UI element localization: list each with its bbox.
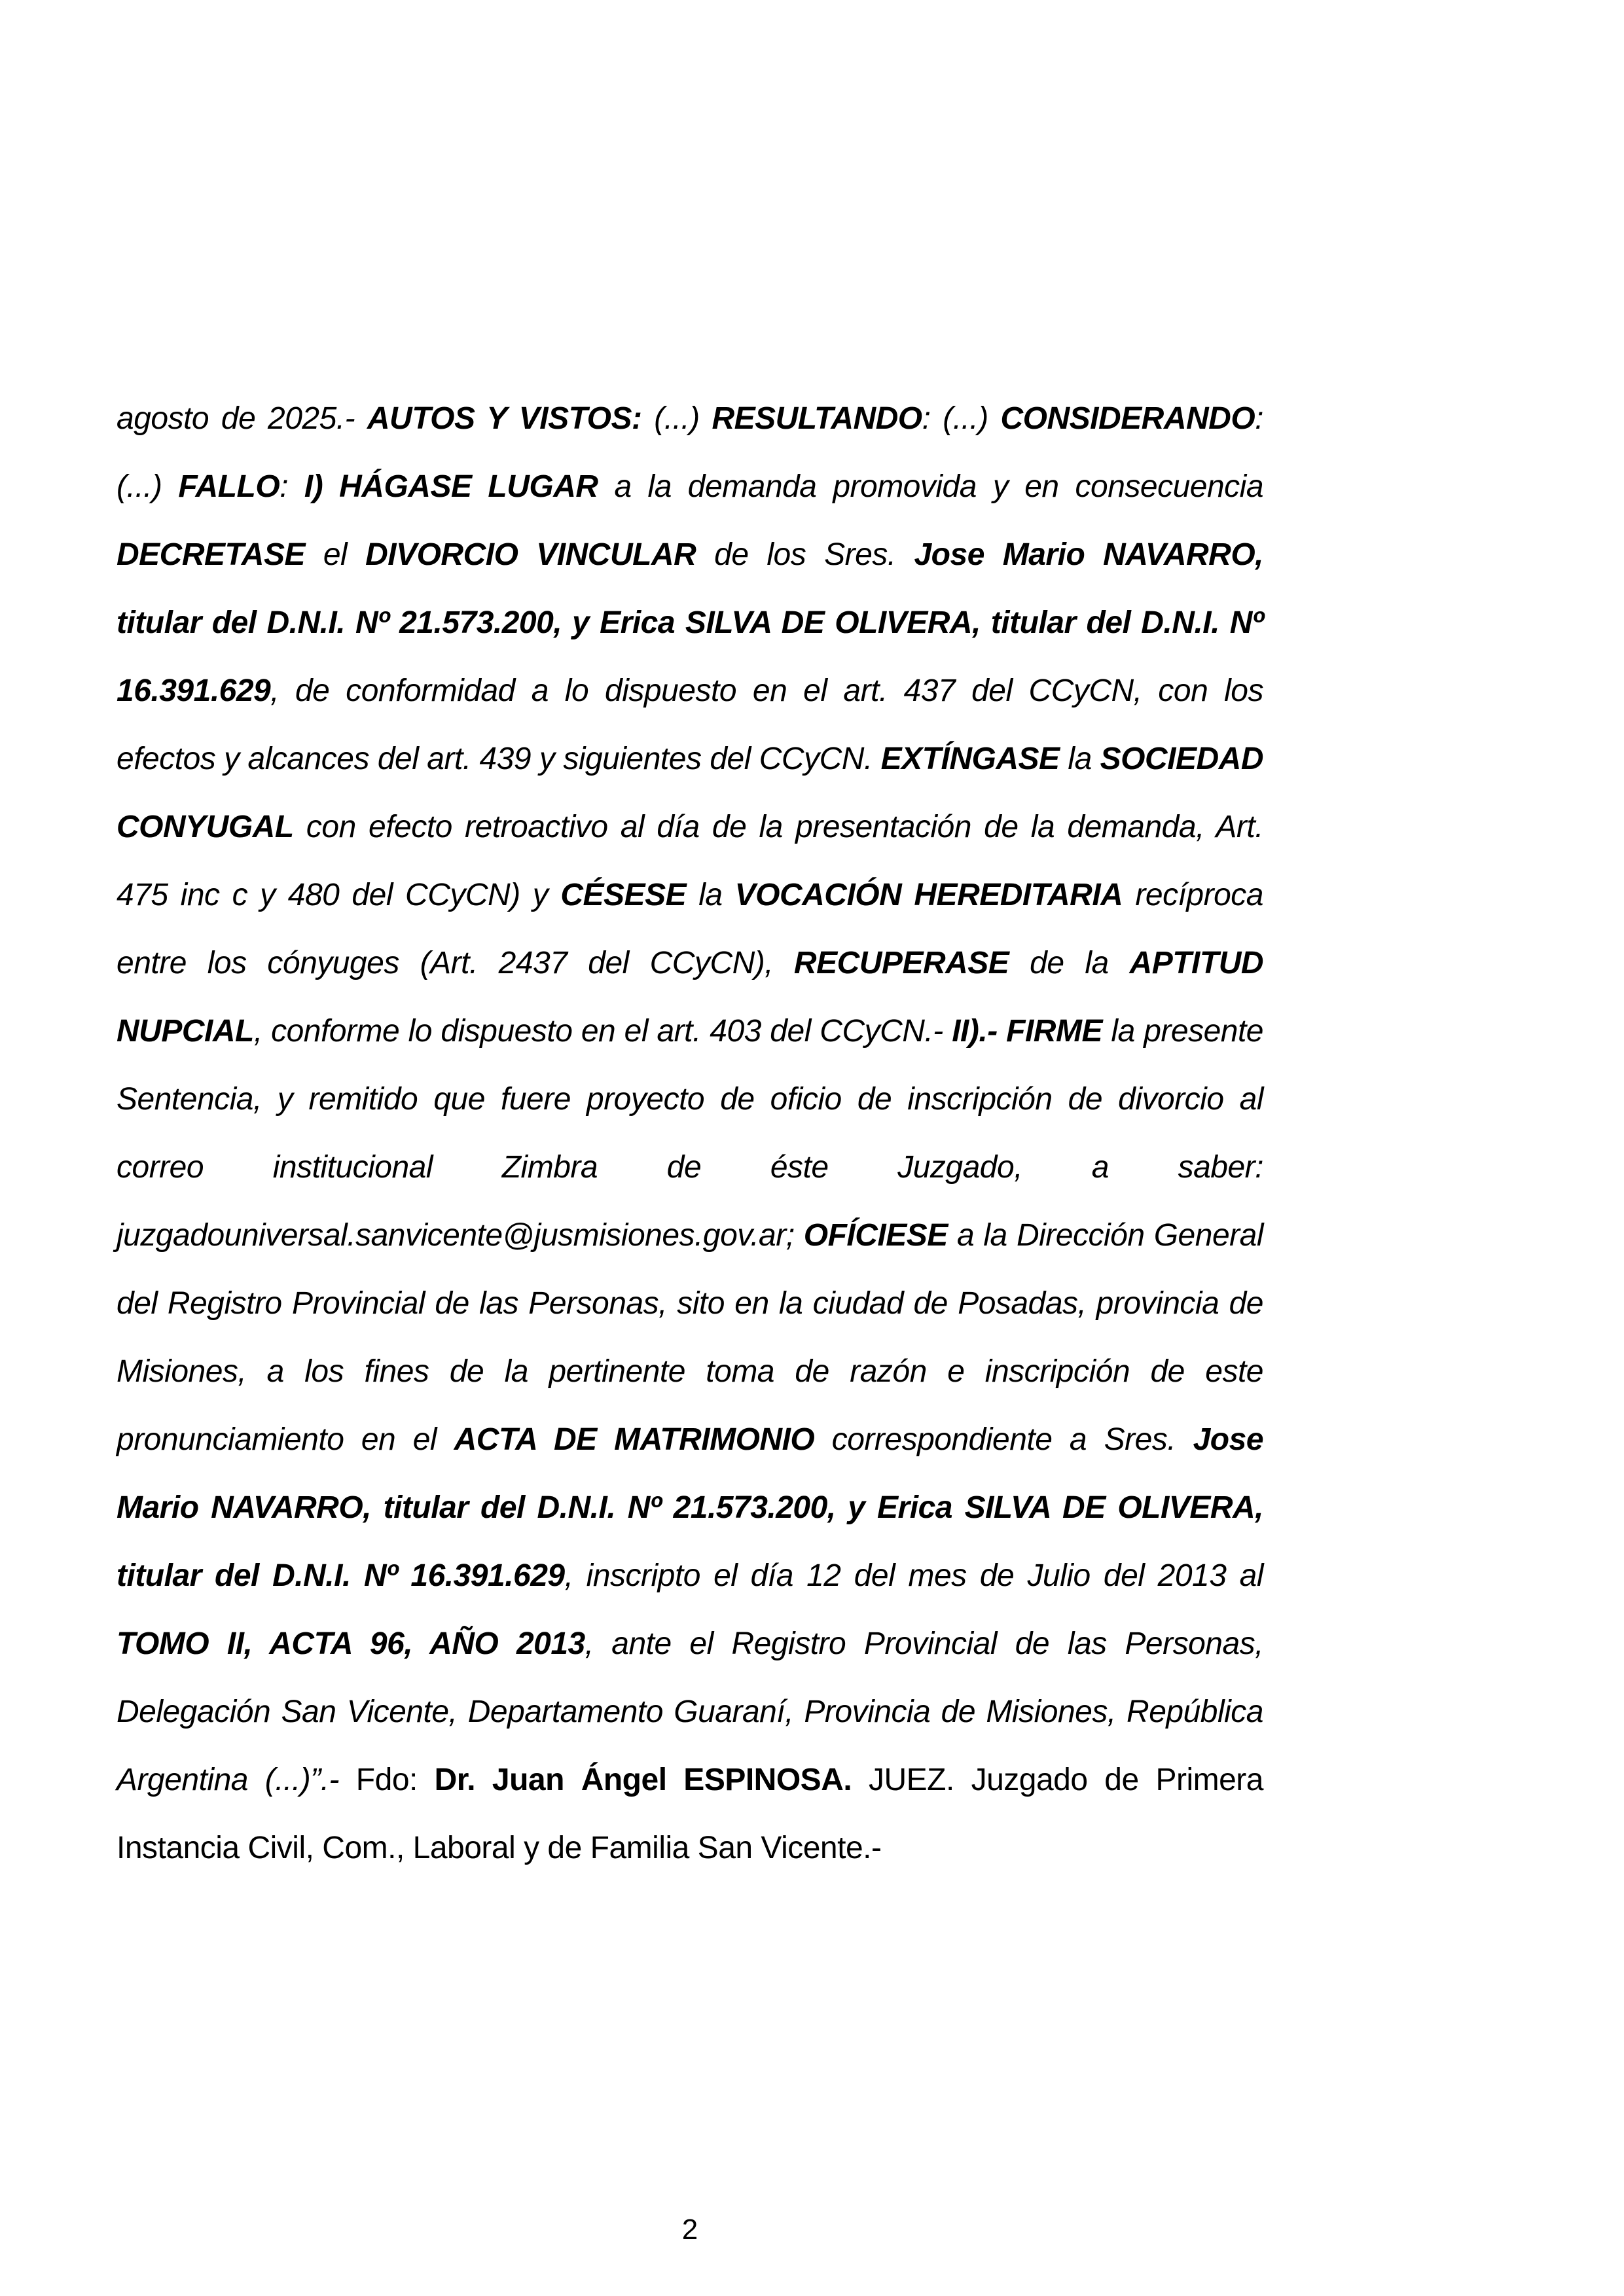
text-segment: :	[280, 469, 304, 504]
text-segment: , de conformidad a lo dispuesto en el art. 437 del CCyCN, con los efectos y alcances del art. 439 y siguientes del CCyCN.	[117, 673, 1263, 776]
text-segment: , conforme lo dispuesto en el art. 403 del CCyCN.-	[253, 1014, 952, 1049]
text-segment: SOCIEDAD CONYUGAL	[117, 742, 1263, 844]
text-segment: Dr. Juan Ángel ESPINOSA.	[434, 1763, 852, 1797]
text-segment: , inscripto el día 12 del mes de Julio del 2013 al	[564, 1558, 1263, 1593]
text-segment: recíproca entre los cónyuges (Art. 2437 del CCyCN),	[117, 878, 1263, 980]
text-segment: I) HÁGASE LUGAR	[304, 469, 598, 504]
text-segment: APTITUD NUPCIAL	[117, 946, 1264, 1049]
text-segment: la presente Sentencia, y remitido que fuere proyecto de oficio de inscripción de divorcio al correo institucional Zimbra de éste Juzgado, a saber: juzgadouniversal.sanvicente@jusmisiones.gov.ar;	[117, 1014, 1264, 1253]
text-segment: JUEZ. Juzgado de Primera Instancia Civil, Com., Laboral y de Familia San Vicente.-	[117, 1763, 1263, 1865]
text-segment: correspondiente a Sres.	[814, 1422, 1193, 1457]
text-segment: Jose Mario NAVARRO, titular del D.N.I. Nº 21.573.200, y Erica SILVA DE OLIVERA, titular del D.N.I. Nº 16.391.629	[117, 537, 1264, 708]
text-segment: Fdo:	[355, 1763, 435, 1797]
text-segment: de la	[1009, 946, 1130, 980]
text-segment: II).- FIRME	[952, 1014, 1102, 1049]
text-segment: ACTA DE MATRIMONIO	[454, 1422, 815, 1457]
text-segment: de los Sres.	[696, 537, 914, 572]
text-segment: AUTOS Y VISTOS:	[367, 401, 642, 436]
text-segment: RECUPERASE	[793, 946, 1009, 980]
ruling-text-paragraph	[117, 385, 1263, 1882]
text-segment: DECRETASE	[117, 537, 305, 572]
text-segment: RESULTANDO	[712, 401, 922, 436]
text-segment: a la Dirección General del Registro Provincial de las Personas, sito en la ciudad de Posadas, provincia de Misiones, a los fines de la pertinente toma de razón e inscripción de este pronunciamiento en el	[117, 1218, 1263, 1457]
text-segment: Jose Mario NAVARRO, titular del D.N.I. Nº 21.573.200, y Erica SILVA DE OLIVERA, titular del D.N.I. Nº 16.391.629	[117, 1422, 1264, 1593]
text-segment: el	[304, 537, 366, 572]
text-segment: DIVORCIO VINCULAR	[365, 537, 696, 572]
text-segment: con efecto retroactivo al día de la presentación de la demanda, Art. 475 inc c y 480 del CCyCN) y	[117, 810, 1263, 912]
text-segment: CONSIDERANDO	[1000, 401, 1255, 436]
page-number: 2	[681, 2214, 698, 2246]
text-segment: , ante el Registro Provincial de las Personas, Delegación San Vicente, Departamento Guaraní, Provincia de Misiones, República Argentina (...)”.-	[117, 1626, 1264, 1797]
text-segment: la	[686, 878, 735, 912]
text-segment: : (...)	[117, 401, 1263, 504]
text-segment: agosto de 2025.-	[117, 401, 367, 436]
text-segment: a la demanda promovida y en consecuencia	[598, 469, 1264, 504]
text-segment: TOMO II, ACTA 96, AÑO 2013	[117, 1626, 585, 1661]
text-segment: VOCACIÓN HEREDITARIA	[734, 878, 1123, 912]
text-segment: OFÍCIESE	[803, 1218, 948, 1253]
text-segment: (...)	[641, 401, 712, 436]
text-segment: : (...)	[922, 401, 1001, 436]
text-segment: EXTÍNGASE	[880, 742, 1060, 776]
text-segment: CÉSESE	[560, 878, 687, 912]
text-segment: la	[1059, 742, 1100, 776]
text-segment: FALLO	[178, 469, 280, 504]
